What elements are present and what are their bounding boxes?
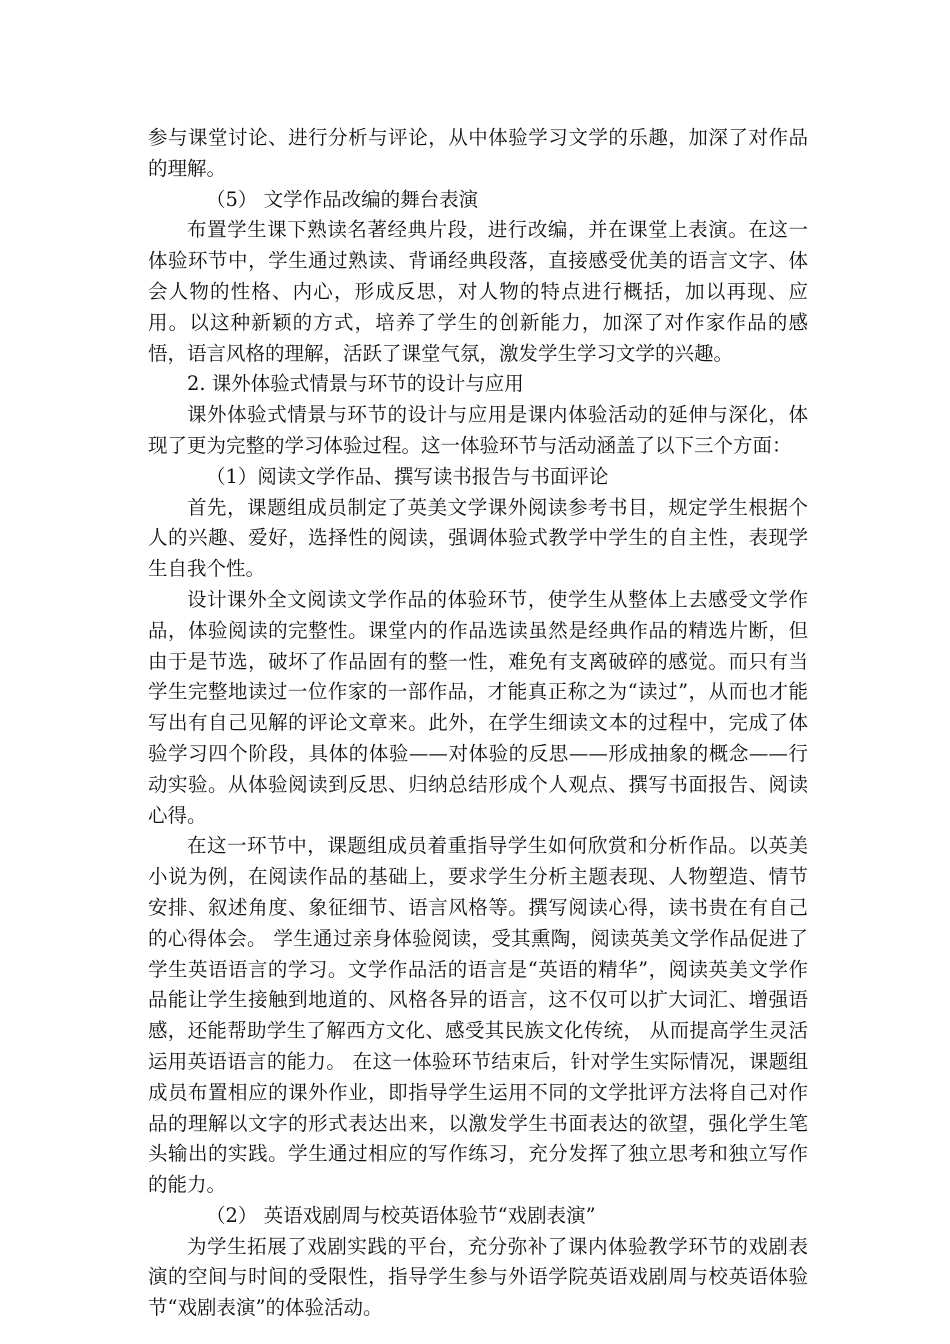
- document-body: [148, 123, 808, 1324]
- paragraph-extracurricular-intro: 课外体验式情景与环节的设计与应用是课内体验活动的延伸与深化，体现了更为完整的学习体验过程。这一体验环节与活动涵盖了以下三个方面：: [148, 403, 808, 457]
- paragraph-reading-list: 首先，课题组成员制定了英美文学课外阅读参考书目，规定学生根据个人的兴趣、爱好，选择性的阅读，强调体验式教学中学生的自主性，表现学生自我个性。: [148, 495, 808, 581]
- subheading-drama-week: （2） 英语戏剧周与校英语体验节“戏剧表演”: [206, 1203, 596, 1227]
- section-heading-extracurricular: 2. 课外体验式情景与环节的设计与应用: [187, 372, 524, 396]
- paragraph-stage-performance: 布置学生课下熟读名著经典片段，进行改编，并在课堂上表演。在这一体验环节中，学生通过熟读、背诵经典段落，直接感受优美的语言文字、体会人物的性格、内心，形成反思，对人物的特点进行概括，加以再现、应用。以这种新颖的方式，培养了学生的创新能力，加深了对作家作品的感悟，语言风格的理解，活跃了课堂气氛，激发学生学习文学的兴趣。: [148, 218, 808, 365]
- paragraph-continuation: 参与课堂讨论、进行分析与评论，从中体验学习文学的乐趣，加深了对作品的理解。: [148, 126, 808, 180]
- paragraph-full-text-reading: 设计课外全文阅读文学作品的体验环节，使学生从整体上去感受文学作品，体验阅读的完整性。课堂内的作品选读虽然是经典作品的精选片断，但由于是节选，破坏了作品固有的整一性，难免有支离破碎的感觉。而只有当学生完整地读过一位作家的一部作品，才能真正称之为“读过”，从而也才能写出有自己见解的评论文章来。此外，在学生细读文本的过程中，完成了体验学习四个阶段，具体的体验——对体验的反思——形成抽象的概念——行动实验。从体验阅读到反思、归纳总结形成个人观点、撰写书面报告、阅读心得。: [148, 587, 808, 827]
- paragraph-appreciation-guidance: 在这一环节中，课题组成员着重指导学生如何欣赏和分析作品。以英美小说为例，在阅读作品的基础上，要求学生分析主题表现、人物塑造、情节安排、叙述角度、象征细节、语言风格等。撰写阅读心得，读书贵在有自己的心得体会。 学生通过亲身体验阅读，受其熏陶，阅读英美文学作品促进了学生英语语言的学习。文学作品活的语言是“英语的精华”，阅读英美文学作品能让学生接触到地道的、风格各异的语言，这不仅可以扩大词汇、增强语感，还能帮助学生了解西方文化、感受其民族文化传统， 从而提高学生灵活运用英语语言的能力。 在这一体验环节结束后，针对学生实际情况，课题组成员布置相应的课外作业，即指导学生运用不同的文学批评方法将自己对作品的理解以文字的形式表达出来，以激发学生书面表达的欲望，强化学生笔头输出的实践。学生通过相应的写作练习，充分发挥了独立思考和独立写作的能力。: [148, 834, 808, 1197]
- paragraph-drama-practice: 为学生拓展了戏剧实践的平台，充分弥补了课内体验教学环节的戏剧表演的空间与时间的受限性，指导学生参与外语学院英语戏剧周与校英语体验节“戏剧表演”的体验活动。: [148, 1234, 808, 1320]
- subheading-stage-performance: （5） 文学作品改编的舞台表演: [206, 187, 479, 211]
- subheading-reading-reports: （1）阅读文学作品、撰写读书报告与书面评论: [206, 464, 609, 488]
